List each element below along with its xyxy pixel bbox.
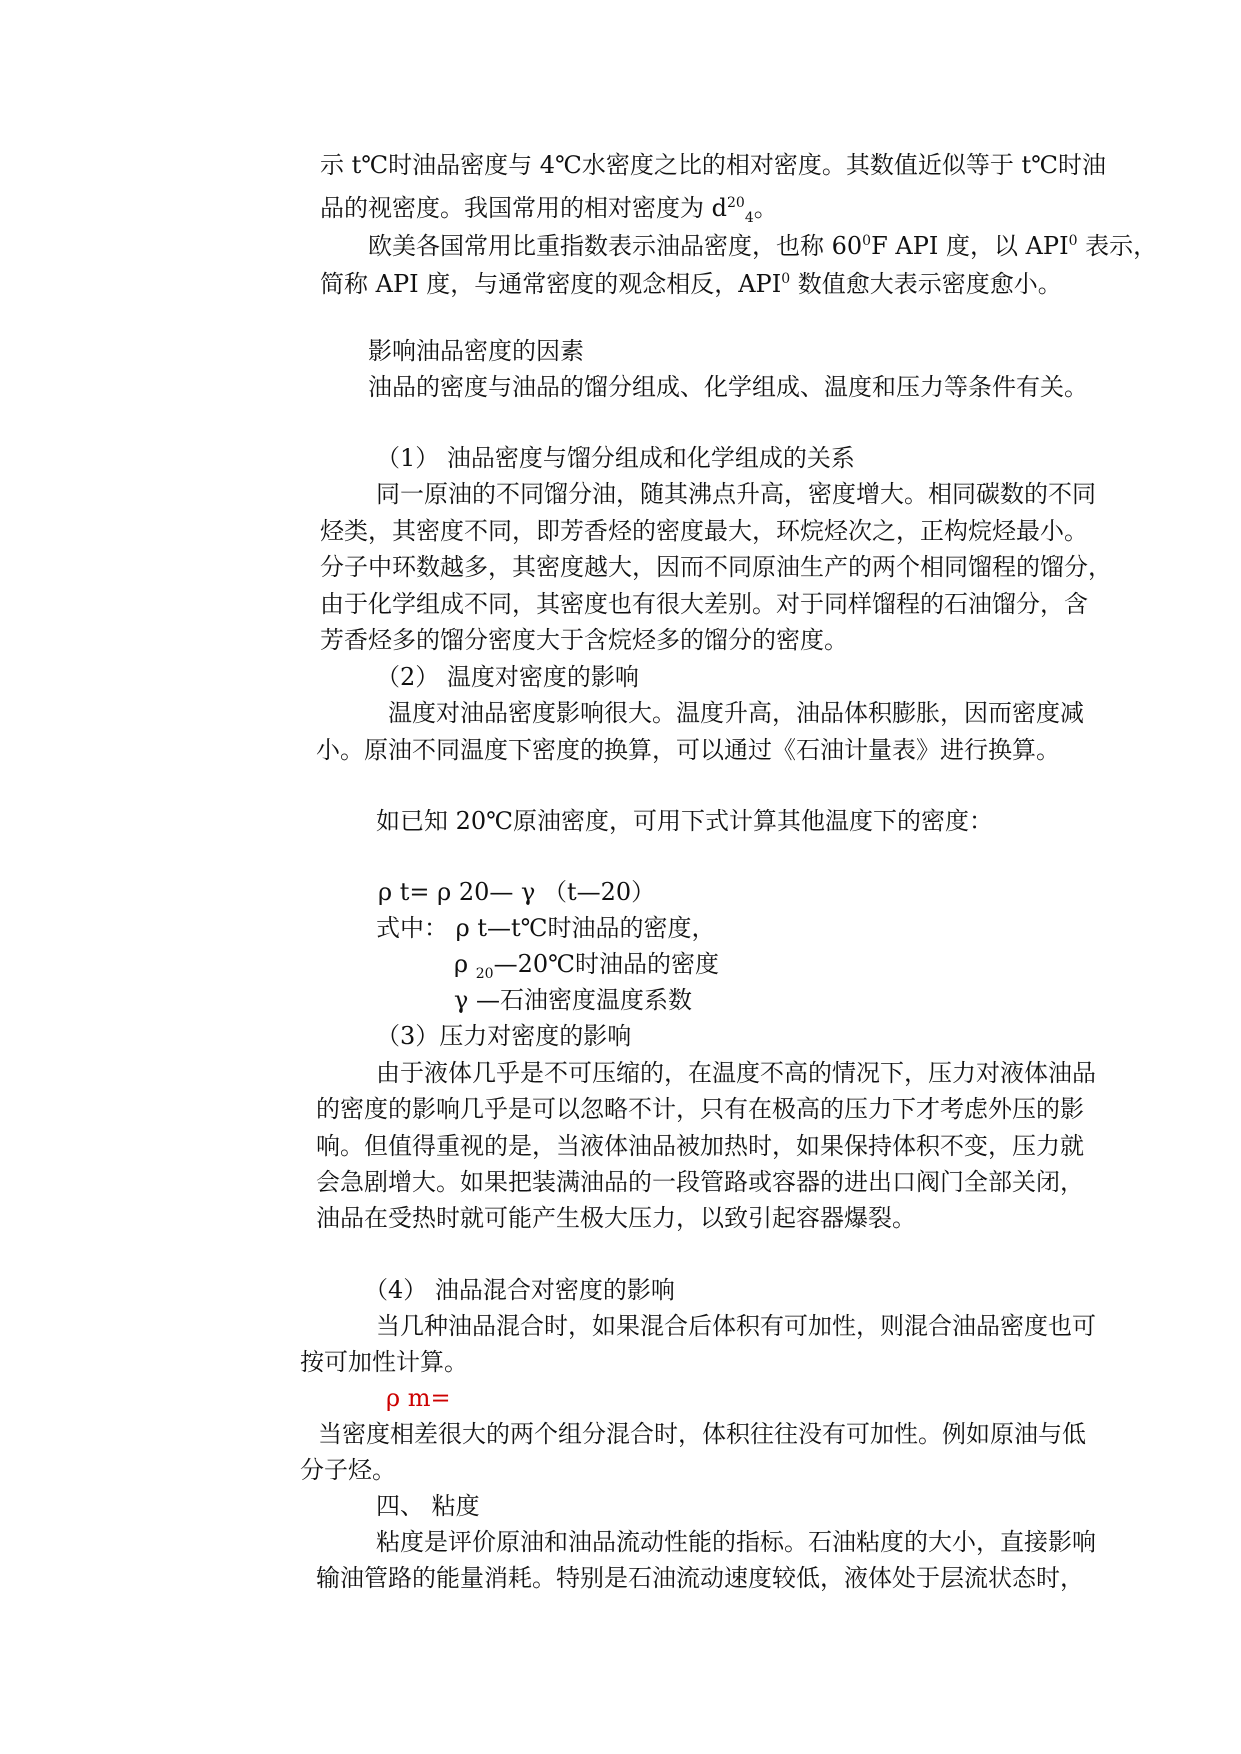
text-line: 油品的密度与油品的馏分组成、化学组成、温度和压力等条件有关。 [368,373,1088,401]
text-line [320,264,1062,299]
text-line: 当密度相差很大的两个组分混合时，体积往往没有可加性。例如原油与低 [318,1420,1086,1448]
subscript: 4 [744,209,754,226]
text-line [368,226,1157,261]
text-line: 当几种油品混合时，如果混合后体积有可加性，则混合油品密度也可 [376,1312,1096,1340]
superscript: 0 [1068,233,1078,249]
formula: ρ m= [386,1384,451,1412]
text-line: 响。但值得重视的是，当液体油品被加热时，如果保持体积不变，压力就 [316,1132,1084,1160]
text-line: 同一原油的不同馏分油，随其沸点升高，密度增大。相同碳数的不同 [376,480,1096,508]
text-line: γ —石油密度温度系数 [454,986,692,1014]
text-line: 油品在受热时就可能产生极大压力，以致引起容器爆裂。 [316,1204,916,1232]
section-heading: （2） 温度对密度的影响 [376,663,639,691]
section-heading: 四、 粘度 [376,1492,480,1520]
text-fragment: —20℃时油品的密度 [493,950,719,978]
text-fragment: 品的视密度。我国常用的相对密度为 d [320,194,727,222]
text-line: 的密度的影响几乎是可以忽略不计，只有在极高的压力下才考虑外压的影 [316,1095,1084,1123]
section-heading: （4） 油品混合对密度的影响 [364,1276,675,1304]
text-fragment: 欧美各国常用比重指数表示油品密度，也称 60 [368,232,863,260]
text-line: 小。原油不同温度下密度的换算，可以通过《石油计量表》进行换算。 [316,736,1060,764]
text-line: 会急剧增大。如果把装满油品的一段管路或容器的进出口阀门全部关闭， [316,1168,1084,1196]
formula: ρ t= ρ 20— γ （t—20） [378,878,656,906]
text-line: 输油管路的能量消耗。特别是石油流动速度较低，液体处于层流状态时， [316,1564,1084,1592]
superscript: 20 [727,195,745,211]
text-line: 芳香烃多的馏分密度大于含烷烃多的馏分的密度。 [320,626,848,654]
text-line [454,949,719,989]
text-fragment: 简称 API 度，与通常密度的观念相反，API [320,270,782,298]
section-heading: （3）压力对密度的影响 [376,1022,632,1050]
superscript: 0 [781,271,791,287]
text-line: 温度对油品密度影响很大。温度升高，油品体积膨胀，因而密度减 [388,699,1084,727]
subscript: 20 [475,965,494,982]
section-heading: 影响油品密度的因素 [368,337,584,365]
section-heading: （1） 油品密度与馏分组成和化学组成的关系 [376,444,855,472]
text-line: 烃类，其密度不同，即芳香烃的密度最大，环烷烃次之，正构烷烃最小。 [320,517,1088,545]
text-line: 粘度是评价原油和油品流动性能的指标。石油粘度的大小，直接影响 [376,1528,1096,1556]
text-fragment: 。 [753,194,778,222]
text-line: 由于化学组成不同，其密度也有很大差别。对于同样馏程的石油馏分，含 [320,590,1088,618]
text-line: 如已知 20℃原油密度，可用下式计算其他温度下的密度： [376,807,994,835]
text-line: 分子烃。 [300,1456,396,1484]
text-line: 由于液体几乎是不可压缩的，在温度不高的情况下，压力对液体油品 [376,1059,1096,1087]
text-fragment: ρ [454,950,476,978]
text-line: 分子中环数越多，其密度越大，因而不同原油生产的两个相同馏程的馏分， [320,553,1112,581]
text-fragment: F API 度，以 API [871,232,1069,260]
text-line: 式中： ρ t—t℃时油品的密度， [376,914,716,942]
text-line: 示 t℃时油品密度与 4℃水密度之比的相对密度。其数值近似等于 t℃时油 [320,151,1106,179]
text-fragment: 表示， [1077,232,1158,260]
text-fragment: 数值愈大表示密度愈小。 [790,270,1062,298]
superscript: 0 [862,233,872,249]
text-line: 按可加性计算。 [300,1348,468,1376]
